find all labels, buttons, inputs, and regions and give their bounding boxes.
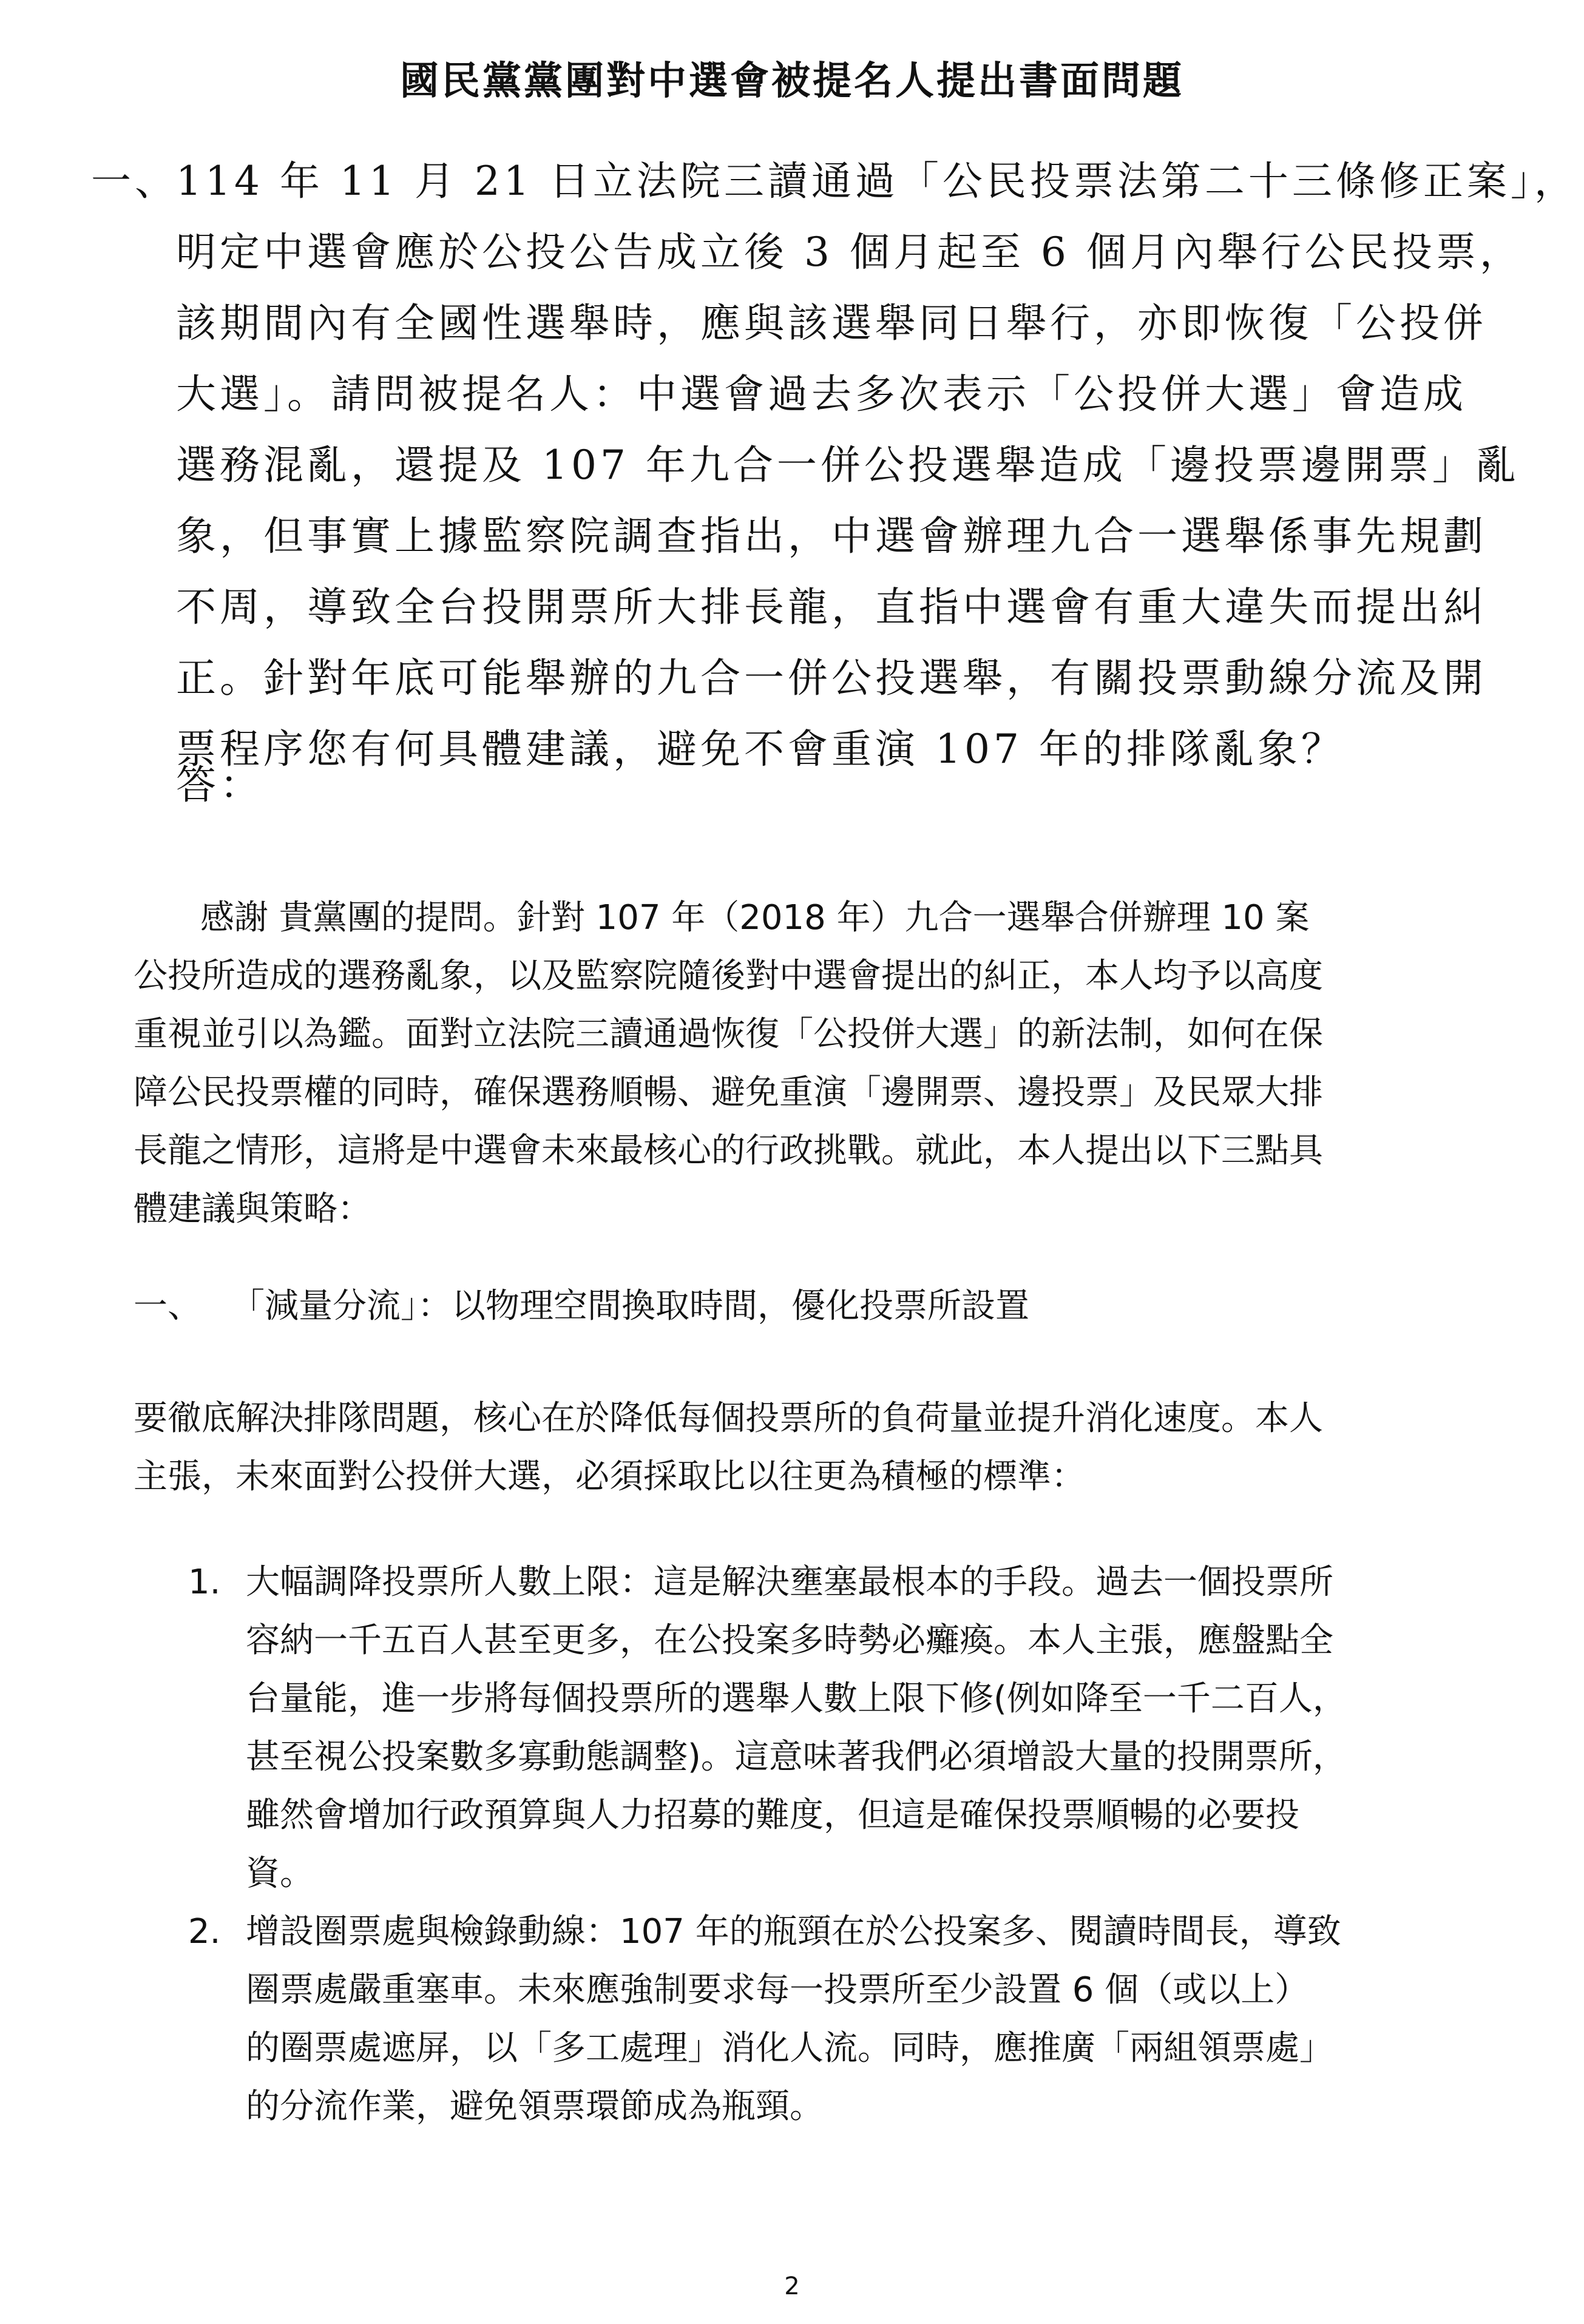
question-line: 選務混亂，還提及 107 年九合一併公投選舉造成「邊投票邊開票」亂 bbox=[176, 442, 1520, 488]
list-item-line: 容納一千五百人甚至更多，在公投案多時勢必癱瘓。本人主張，應盤點全 bbox=[246, 1621, 1333, 1660]
paragraph-line: 體建議與策略： bbox=[134, 1189, 371, 1229]
paragraph-line: 要徹底解決排隊問題，核心在於降低每個投票所的負荷量並提升消化速度。本人 bbox=[134, 1399, 1323, 1438]
list-item-line: 資。 bbox=[246, 1854, 314, 1893]
question-line: 該期間內有全國性選舉時，應與該選舉同日舉行，亦即恢復「公投併 bbox=[176, 300, 1487, 346]
document-title: 國民黨黨團對中選會被提名人提出書面問題 bbox=[400, 58, 1184, 104]
question-line: 明定中選會應於公投公告成立後 3 個月起至 6 個月內舉行公民投票， bbox=[176, 229, 1523, 275]
list-item-line: 台量能，進一步將每個投票所的選舉人數上限下修(例如降至一千二百人， bbox=[246, 1679, 1347, 1718]
page-number: 2 bbox=[784, 2272, 800, 2300]
section-heading bbox=[134, 1277, 1029, 1336]
question-line: 大選」。請問被提名人：中選會過去多次表示「公投併大選」會造成 bbox=[176, 371, 1467, 417]
paragraph-line: 感謝 貴黨團的提問。針對 107 年（2018 年）九合一選舉合併辦理 10 案 bbox=[200, 898, 1310, 937]
list-item-number: 2. bbox=[188, 1912, 221, 1951]
list-item-line: 圈票處嚴重塞車。未來應強制要求每一投票所至少設置 6 個（或以上） bbox=[246, 1970, 1309, 2010]
list-item-line: 甚至視公投案數多寡動態調整)。這意味著我們必須增設大量的投開票所， bbox=[246, 1737, 1347, 1777]
question-block bbox=[91, 146, 1578, 785]
question-line: 正。針對年底可能舉辦的九合一併公投選舉，有關投票動線分流及開 bbox=[176, 655, 1487, 701]
paragraph-line: 重視並引以為鑑。面對立法院三讀通過恢復「公投併大選」的新法制，如何在保 bbox=[134, 1015, 1323, 1054]
paragraph-line: 障公民投票權的同時，確保選務順暢、避免重演「邊開票、邊投票」及民眾大排 bbox=[134, 1073, 1323, 1112]
list-item bbox=[188, 1903, 1523, 2136]
list-item-number: 1. bbox=[188, 1562, 221, 1602]
answer-label: 答： bbox=[176, 762, 263, 808]
numbered-list bbox=[188, 1553, 1523, 2136]
list-item-line: 增設圈票處與檢錄動線：107 年的瓶頸在於公投案多、閱讀時間長，導致 bbox=[246, 1912, 1341, 1951]
question-marker: 一、 bbox=[91, 158, 178, 204]
list-item-line: 雖然會增加行政預算與人力招募的難度，但這是確保投票順暢的必要投 bbox=[246, 1795, 1299, 1835]
paragraph-line: 公投所造成的選務亂象，以及監察院隨後對中選會提出的糾正，本人均予以高度 bbox=[134, 956, 1323, 996]
paragraph-line: 主張，未來面對公投併大選，必須採取比以往更為積極的標準： bbox=[134, 1457, 1085, 1496]
question-line: 象，但事實上據監察院調查指出，中選會辦理九合一選舉係事先規劃 bbox=[176, 513, 1487, 559]
question-line: 不周，導致全台投開票所大排長龍，直指中選會有重大違失而提出糾 bbox=[176, 584, 1487, 630]
list-item bbox=[188, 1553, 1523, 1903]
section-heading-text: 「減量分流」：以物理空間換取時間，優化投票所設置 bbox=[231, 1286, 1029, 1326]
list-item-line: 的圈票處遮屏，以「多工處理」消化人流。同時，應推廣「兩組領票處」 bbox=[246, 2028, 1333, 2068]
answer-intro-paragraph bbox=[134, 889, 1469, 1238]
question-line bbox=[91, 146, 1578, 217]
paragraph-line: 長龍之情形，這將是中選會未來最核心的行政挑戰。就此，本人提出以下三點具 bbox=[134, 1131, 1323, 1170]
question-line: 票程序您有何具體建議，避免不會重演 107 年的排隊亂象？ bbox=[176, 726, 1345, 772]
section-body-paragraph bbox=[134, 1390, 1469, 1506]
list-item-line: 的分流作業，避免領票環節成為瓶頸。 bbox=[246, 2087, 824, 2126]
list-item-line: 大幅調降投票所人數上限：這是解決壅塞最根本的手段。過去一個投票所 bbox=[246, 1562, 1333, 1602]
question-text: 114 年 11 月 21 日立法院三讀通過「公民投票法第二十三條修正案」， bbox=[176, 158, 1578, 204]
section-number: 一、 bbox=[134, 1286, 201, 1326]
